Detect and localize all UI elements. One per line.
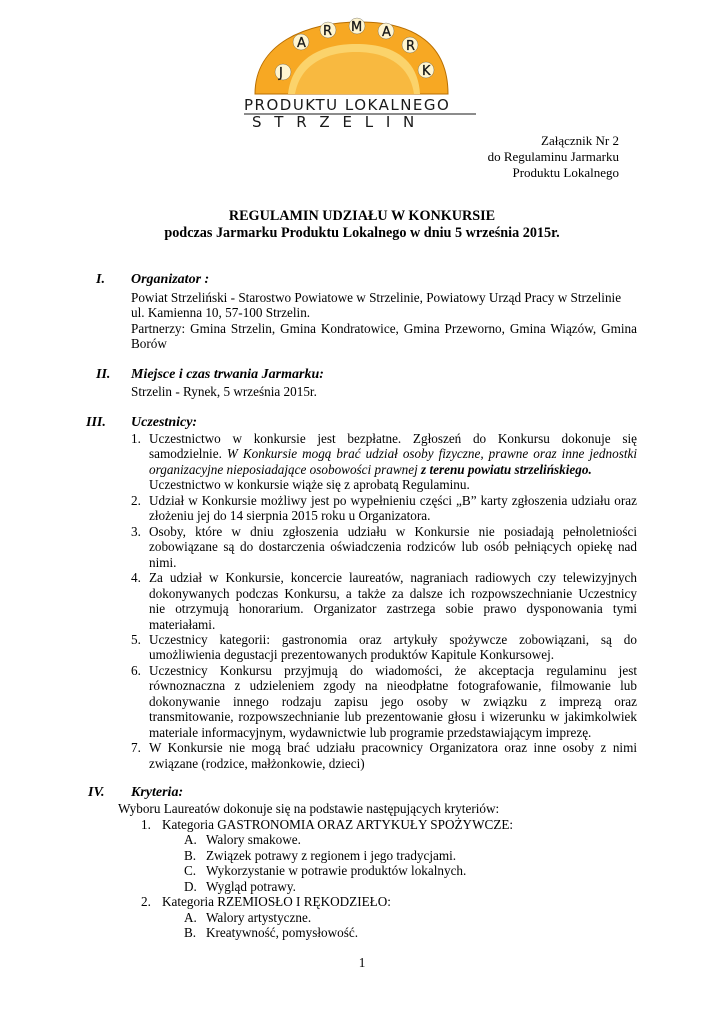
logo-letter: M: [351, 20, 363, 35]
logo-letter: A: [297, 36, 306, 51]
category-label: Kategoria GASTRONOMIA ORAZ ARTYKUŁY SPOŻYWCZE:: [162, 817, 514, 832]
list-item-line: związane (rodzice, małżonkowie, dzieci): [149, 756, 365, 771]
document-title: REGULAMIN UDZIAŁU W KONKURSIE: [228, 208, 496, 224]
list-item-line: Uczestnicy kategorii: gastronomia oraz artykuły spożywcze zobowiązani, są do: [149, 632, 637, 647]
location-line: Strzelin - Rynek, 5 września 2015r.: [131, 384, 317, 399]
sublist-letter: B.: [184, 925, 197, 940]
list-item-line: nie otrzymują honorarium. Organizator zastrzega sobie prawo dysponowania tymi: [149, 601, 637, 616]
sublist-letter: A.: [184, 910, 197, 925]
sublist-letter: C.: [184, 863, 197, 878]
list-item-line: Uczestnictwo w konkursie wiąże się z aprobatą Regulaminu.: [149, 477, 470, 492]
list-number: 1.: [141, 817, 151, 832]
annex-line: Produktu Lokalnego: [512, 165, 619, 180]
logo-letter: A: [382, 25, 391, 40]
list-item-line: nimi.: [149, 555, 177, 570]
list-item-line: umożliwienia degustacji prezentowanych produktów Kapitule Konkursowej.: [149, 647, 555, 662]
partners-line: Borów: [131, 336, 167, 351]
annex-note: [488, 133, 619, 181]
list-item-line: Udział w Konkursie możliwy jest po wypełnieniu części „B” karty zgłoszenia udziału oraz: [149, 493, 637, 508]
list-item-line: Uczestnictwo w konkursie jest bezpłatne. Zgłoszeń do Konkursu dokonuje się: [149, 431, 637, 446]
list-item-line: Osoby, które w dniu zgłoszenia udziału w Konkursie nie posiadają pełnoletniości: [149, 524, 637, 539]
sublist-letter: A.: [184, 832, 197, 847]
list-item-line: materiałami.: [149, 617, 216, 632]
list-number: 4.: [131, 570, 141, 585]
list-item-line: zobowiązane są do dostarczenia oświadczenia rodziców lub osób pełniących opiekę nad: [149, 539, 637, 554]
criterion: Związek potrawy z regionem i jego tradycjami.: [206, 848, 457, 863]
section-title: Miejsce i czas trwania Jarmarku:: [131, 367, 324, 382]
list-number: 3.: [131, 524, 141, 539]
section-title: Uczestnicy:: [131, 415, 198, 430]
criteria-intro: Wyboru Laureatów dokonuje się na podstawie następujących kryteriów:: [118, 801, 500, 816]
list-item-line: materiale informacyjnym, wydawnictwie lub programie przedstawiającym imprezę.: [149, 725, 592, 740]
list-number: 5.: [131, 632, 141, 647]
list-item-line: dokonywanych podczas Konkursu, a także za dalsze ich rozpowszechnianie Uczestnicy: [149, 586, 637, 601]
organizer-line: Powiat Strzeliński - Starostwo Powiatowe w Strzelinie, Powiatowy Urząd Pracy w Strzelinie: [131, 290, 622, 305]
organizer-line: ul. Kamienna 10, 57-100 Strzelin.: [131, 305, 311, 320]
list-item-line: W Konkursie nie mogą brać udziału pracownicy Organizatora oraz inne osoby z nimi: [149, 740, 637, 755]
annex-line: Załącznik Nr 2: [541, 133, 619, 148]
section-number: IV.: [88, 785, 105, 800]
logo-letter: R: [323, 24, 333, 39]
logo-letter: K: [422, 64, 431, 79]
partners-line: Partnerzy: Gmina Strzelin, Gmina Kondratowice, Gmina Przeworno, Gmina Wiązów, Gmina: [131, 321, 637, 336]
logo-letter: J: [279, 66, 283, 81]
sublist-letter: D.: [184, 879, 197, 894]
criterion: Kreatywność, pomysłowość.: [206, 925, 358, 940]
list-item-line: organizacyjne nieposiadające osobowości prawnej z terenu powiatu strzelińskiego.: [149, 462, 592, 477]
section-number: II.: [96, 367, 111, 382]
criterion: Walory artystyczne.: [206, 910, 312, 925]
list-item-line: równoznaczna z udzieleniem zgody na nieodpłatne fotografowanie, filmowanie lub: [149, 678, 637, 693]
criterion: Wygląd potrawy.: [206, 879, 296, 894]
page-number: 1: [358, 955, 366, 970]
list-number: 2.: [141, 894, 151, 909]
list-item-line: złożeniu jej do 14 sierpnia 2015 roku u Organizatora.: [149, 508, 431, 523]
logo-line2: S T R Z E L I N: [252, 113, 419, 130]
list-item-line: transmitowanie, rozpowszechnianie lub prezentowanie głosu i wizerunku w jakimkolwiek: [149, 709, 637, 724]
list-number: 1.: [131, 431, 141, 446]
document-subtitle: podczas Jarmarku Produktu Lokalnego w dniu 5 września 2015r.: [164, 225, 560, 241]
section-title: Kryteria:: [131, 785, 184, 800]
jarmark-logo: [0, 0, 724, 130]
list-item-line: Uczestnicy Konkursu przyjmują do wiadomości, że akceptacja regulaminu jest: [149, 663, 637, 678]
annex-line: do Regulaminu Jarmarku: [487, 149, 619, 164]
criterion: Walory smakowe.: [206, 832, 301, 847]
list-number: 7.: [131, 740, 141, 755]
category-label: Kategoria RZEMIOSŁO I RĘKODZIEŁO:: [162, 894, 391, 909]
list-item-line: samodzielnie. W Konkursie mogą brać udział osoby fizyczne, prawne oraz inne jednostki: [149, 446, 638, 461]
list-item-line: Za udział w Konkursie, koncercie laureatów, nagraniach radiowych czy telewizyjnych: [149, 570, 637, 585]
sublist-letter: B.: [184, 848, 197, 863]
section-number: III.: [86, 415, 106, 430]
list-item-line: dokonywanie innego rodzaju zapisu jego osoby w związku z imprezą oraz: [149, 694, 637, 709]
criterion: Wykorzystanie w potrawie produktów lokalnych.: [206, 863, 467, 878]
logo-letter: R: [406, 39, 416, 54]
logo-line1: PRODUKTU LOKALNEGO: [244, 96, 451, 114]
section-number: I.: [96, 272, 105, 287]
list-number: 6.: [131, 663, 141, 678]
list-number: 2.: [131, 493, 141, 508]
section-title: Organizator :: [131, 272, 210, 287]
